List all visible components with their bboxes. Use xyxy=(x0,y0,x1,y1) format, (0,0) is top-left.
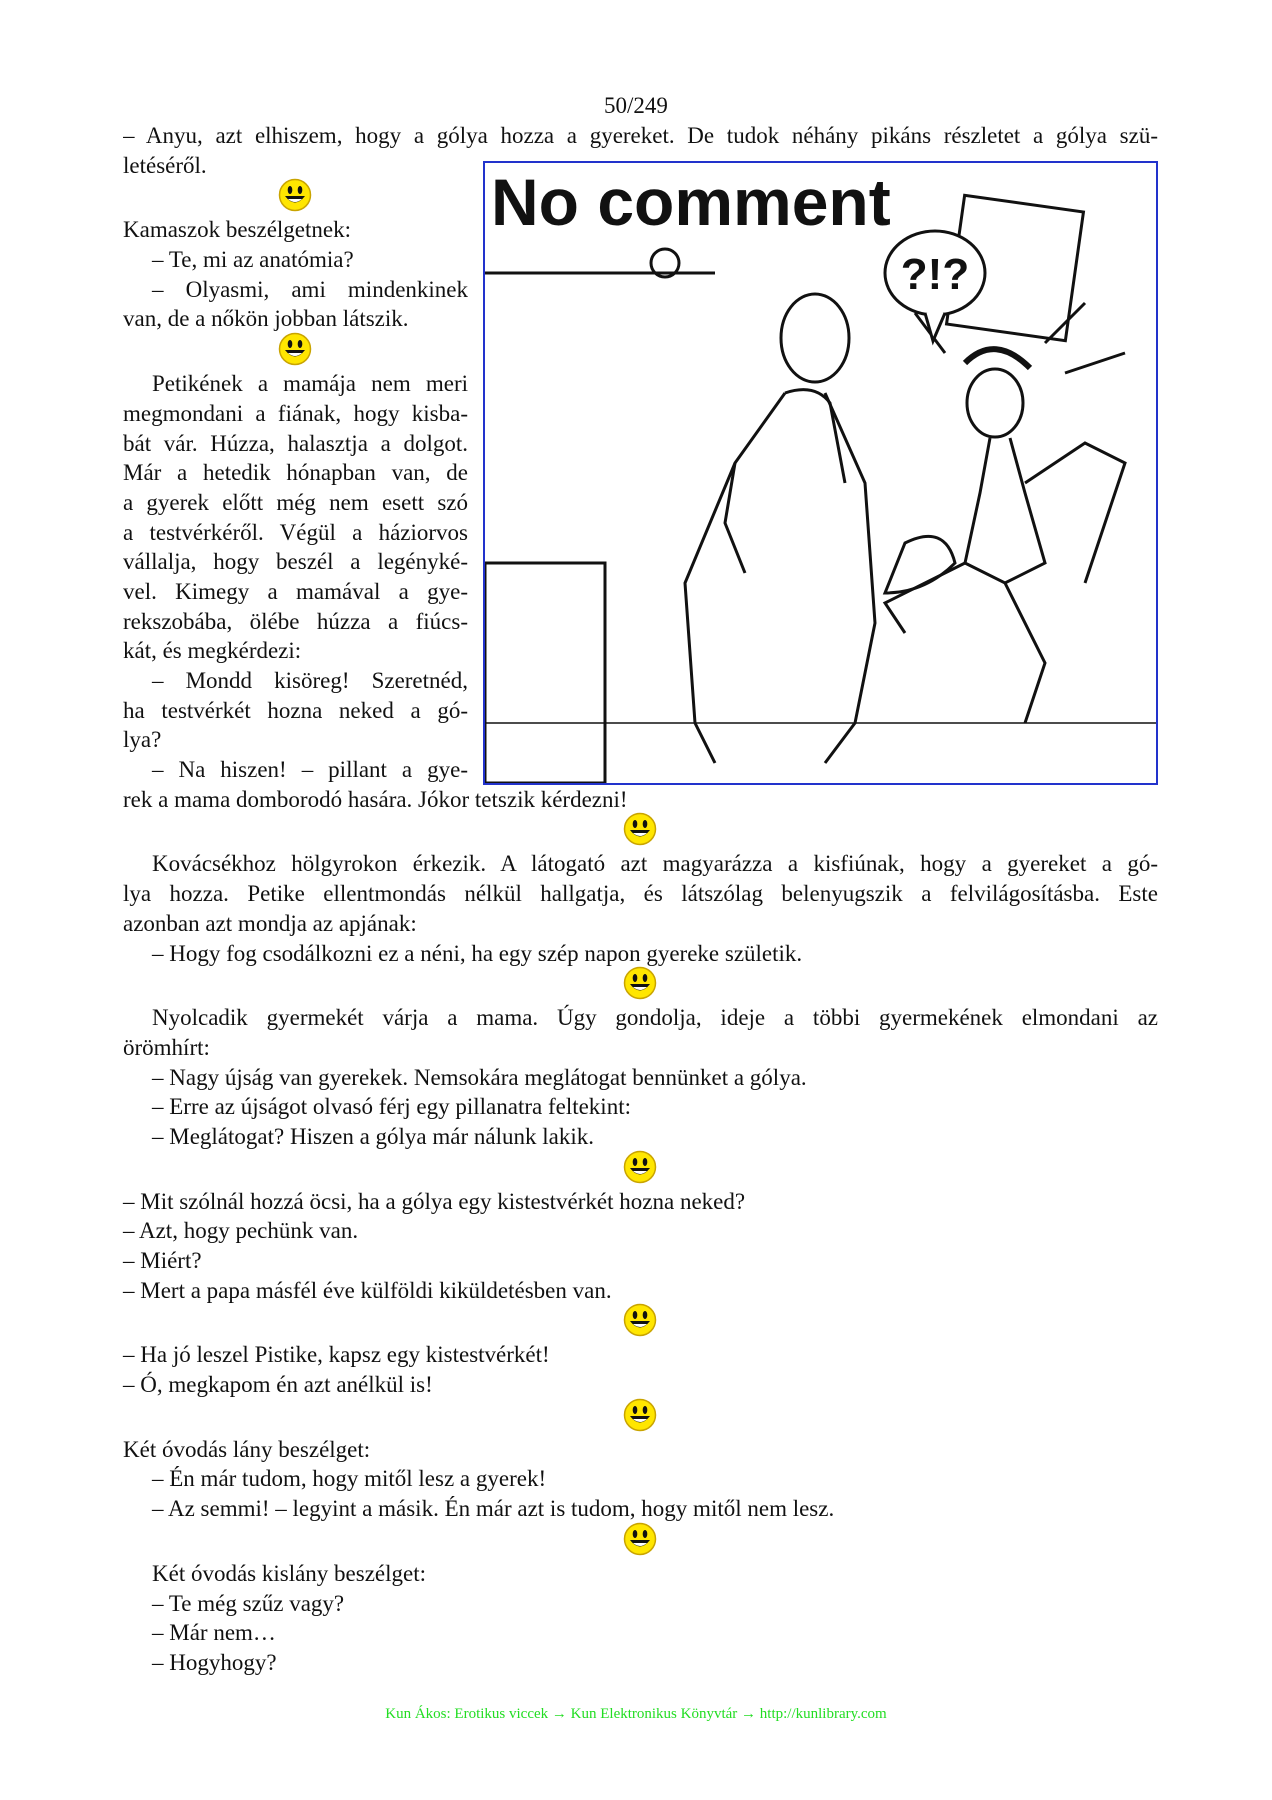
text-line: – Hogyhogy? xyxy=(152,1649,277,1675)
text-line: – Erre az újságot olvasó férj egy pillanatra feltekint: xyxy=(152,1094,631,1120)
text-line: vel. Kimegy a mamával a gye- xyxy=(123,578,468,604)
text-line: lya? xyxy=(123,727,162,753)
text-line: – Te még szűz vagy? xyxy=(152,1590,345,1616)
smiley-separator xyxy=(123,814,1158,849)
text-line: rek a mama domborodó hasára. Jókor tetszik kérdezni! xyxy=(123,786,628,812)
text-line: – Hogy fog csodálkozni ez a néni, ha egy szép napon gyereke születik. xyxy=(152,940,803,966)
text-line: bát vár. Húzza, halasztja a dolgot. xyxy=(123,430,468,456)
text-line: – Miért? xyxy=(123,1248,202,1273)
text-line: azonban azt mondja az apjának: xyxy=(123,910,417,936)
smiley-icon xyxy=(278,178,312,212)
cartoon-image xyxy=(483,161,1158,785)
text-line: Kovácsékhoz hölgyrokon érkezik. A látogató azt magyarázza a kisfiúnak, hogy a gyereket a gó- xyxy=(152,851,1158,877)
text-line: lya hozza. Petike ellentmondás nélkül hallgatja, és látszólag belenyugszik a felvilágosításba. Este xyxy=(123,881,1158,907)
text-line: – Na hiszen! – pillant a gye- xyxy=(152,757,468,783)
footer-link[interactable]: Kun Ákos: Erotikus viccek → Kun Elektronikus Könyvtár → http://kunlibrary.com xyxy=(385,1706,887,1722)
smiley-icon xyxy=(623,1522,657,1556)
cartoon-bubble-text: ?!? xyxy=(900,250,970,299)
text-line: – Mert a papa másfél éve külföldi kiküldetésben van. xyxy=(123,1277,612,1303)
cartoon-title: No comment xyxy=(491,165,891,239)
smiley-separator xyxy=(123,1305,1158,1340)
text-line: – Mondd kisöreg! Szeretnéd, xyxy=(152,668,468,693)
smiley-icon xyxy=(623,966,657,1000)
text-line: megmondani a fiának, hogy kisba- xyxy=(123,400,468,426)
smiley-icon xyxy=(623,812,657,846)
smiley-separator xyxy=(123,968,1158,1003)
smiley-separator xyxy=(123,1400,1158,1435)
text-line: Két óvodás kislány beszélget: xyxy=(152,1560,427,1586)
text-line: vállalja, hogy beszél a legényké- xyxy=(123,549,468,575)
text-line: örömhírt: xyxy=(123,1034,210,1060)
text-line: – Az semmi! – legyint a másik. Én már azt is tudom, hogy mitől nem lesz. xyxy=(152,1496,835,1522)
text-line: Nyolcadik gyermekét várja a mama. Úgy gondolja, ideje a többi gyermekének elmondani az xyxy=(152,1005,1158,1031)
text-line: – Nagy újság van gyerekek. Nemsokára meglátogat bennünket a gólya. xyxy=(152,1064,807,1090)
text-line: a testvérkéről. Végül a háziorvos xyxy=(123,519,468,545)
text-line: – Anyu, azt elhiszem, hogy a gólya hozza a gyereket. De tudok néhány pikáns részletet a gólya szü- xyxy=(123,123,1158,148)
smiley-icon xyxy=(623,1398,657,1432)
smiley-icon xyxy=(278,332,312,366)
text-line: ha testvérkét hozna neked a gó- xyxy=(123,697,468,723)
text-line: kát, és megkérdezi: xyxy=(123,638,302,664)
text-line: – Olyasmi, ami mindenkinek xyxy=(152,276,468,302)
page-number: 50/249 xyxy=(604,93,668,118)
smiley-separator xyxy=(123,1524,1158,1559)
text-line: Már a hetedik hónapban van, de xyxy=(123,460,468,486)
text-line: – Te, mi az anatómia? xyxy=(152,247,354,273)
smiley-separator xyxy=(123,1152,1158,1187)
text-line: Kamaszok beszélgetnek: xyxy=(123,217,351,243)
text-line: rekszobába, ölébe húzza a fiúcs- xyxy=(123,608,468,634)
text-line: Petikének a mamája nem meri xyxy=(152,371,468,397)
text-line: – Ó, megkapom én azt anélkül is! xyxy=(123,1372,433,1398)
text-line: van, de a nőkön jobban látszik. xyxy=(123,306,409,332)
text-line: – Meglátogat? Hiszen a gólya már nálunk lakik. xyxy=(152,1123,594,1149)
text-line: – Mit szólnál hozzá öcsi, ha a gólya egy kistestvérkét hozna neked? xyxy=(123,1188,746,1214)
text-line: Két óvodás lány beszélget: xyxy=(123,1436,371,1462)
text-line: letéséről. xyxy=(123,152,207,178)
smiley-icon xyxy=(623,1150,657,1184)
text-line: – Már nem… xyxy=(152,1620,276,1646)
text-line: – Én már tudom, hogy mitől lesz a gyerek! xyxy=(152,1466,547,1492)
text-line: – Azt, hogy pechünk van. xyxy=(123,1218,359,1244)
text-line: a gyerek előtt még nem esett szó xyxy=(123,489,468,515)
text-line: – Ha jó leszel Pistike, kapsz egy kistestvérkét! xyxy=(123,1342,550,1368)
smiley-icon xyxy=(623,1303,657,1337)
